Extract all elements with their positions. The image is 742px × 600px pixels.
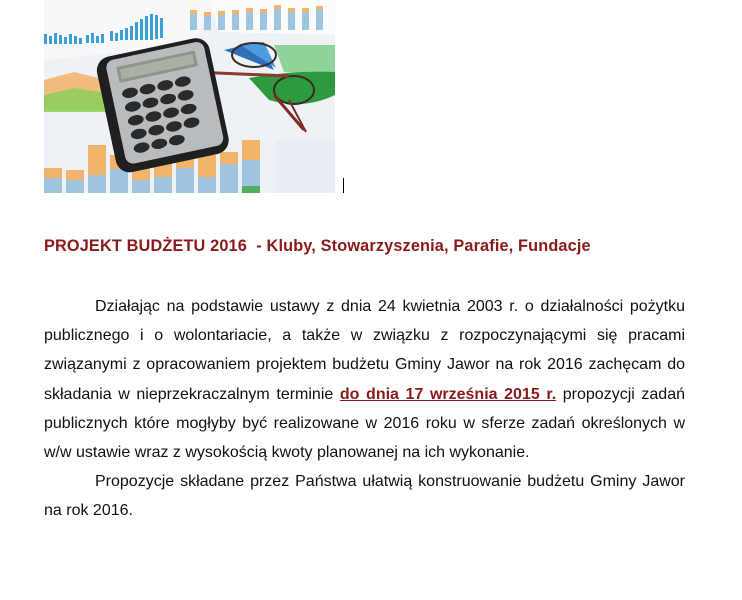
text-cursor [343, 178, 344, 193]
budget-photo-icon [44, 0, 335, 193]
paragraph-invitation [44, 292, 685, 467]
paragraph-invitation-intro: Działając na podstawie ustawy z dnia 24 kwietnia 2003 r. o działalności pożytku publicznego i o wolontariacie, a także w związku z rozpoczynającymi się pracami związanymi z opracowaniem projektem budżetu Gminy Jawor na rok 2016 zachęcam do składania w nieprzekraczalnym terminie [44, 298, 685, 403]
paragraph-closing: Propozycje składane przez Państwa ułatwią konstruowanie budżetu Gminy Jawor na rok 2016. [44, 473, 685, 520]
budget-hero-image [44, 0, 335, 193]
paragraph-invitation-rest: propozycji zadań publicznych które mogłyby być realizowane w 2016 roku w sferze zadań określonych w w/w ustawie wraz z wysokością kwoty planowanej na ich wykonanie. [44, 385, 686, 462]
document-body [44, 292, 685, 526]
deadline-highlight: do dnia 17 września 2015 r. [339, 385, 557, 403]
page-title: PROJEKT BUDŻETU 2016 - Kluby, Stowarzyszenia, Parafie, Fundacje [44, 237, 591, 255]
